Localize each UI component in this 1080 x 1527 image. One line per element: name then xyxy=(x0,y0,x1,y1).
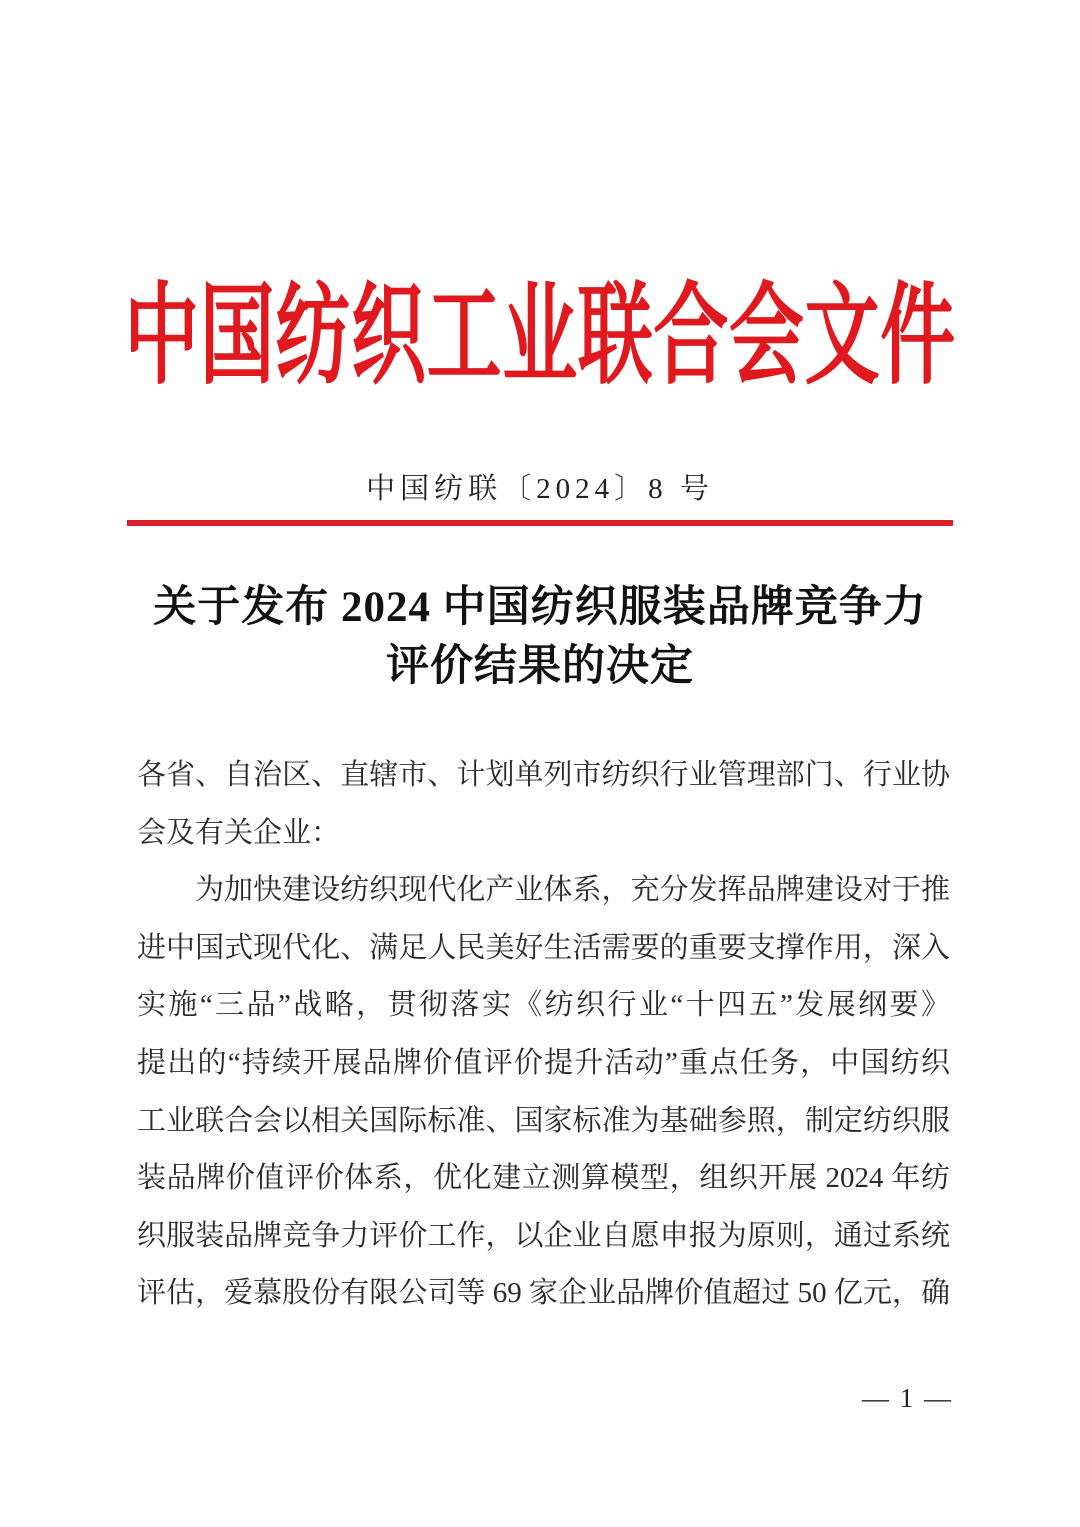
document-title xyxy=(0,578,1080,696)
salutation-line: 会及有关企业： xyxy=(137,816,341,849)
salutation-line: 各省、自治区、直辖市、计划单列市纺织行业管理部门、行业协 xyxy=(137,759,950,791)
document-number: 中国纺联〔2024〕8 号 xyxy=(366,473,714,505)
body-line: 评估，爱慕股份有限公司等 69 家企业品牌价值超过 50 亿元，确 xyxy=(137,1277,950,1310)
page-number: — 1 — xyxy=(862,1383,953,1413)
body-line: 工业联合会以相关国际标准、国家标准为基础参照，制定纺织服 xyxy=(137,1104,950,1137)
document-body xyxy=(137,747,950,1323)
body-line: 实施“三品”战略，贯彻落实《纺织行业“十四五”发展纲要》 xyxy=(137,989,950,1022)
body-line: 进中国式现代化、满足人民美好生活需要的重要支撑作用，深入 xyxy=(137,931,950,964)
body-line: 为加快建设纺织现代化产业体系，充分发挥品牌建设对于推 xyxy=(195,874,950,907)
red-separator-rule xyxy=(127,520,953,526)
body-line: 提出的“持续开展品牌价值评价提升活动”重点任务，中国纺织 xyxy=(137,1046,950,1079)
body-line: 装品牌价值评价体系，优化建立测算模型，组织开展 2024 年纺 xyxy=(137,1162,950,1195)
agency-masthead-title: 中国纺织工业联合会文件 xyxy=(124,275,956,398)
document-title-line-1: 关于发布 2024 中国纺织服装品牌竞争力 xyxy=(153,584,927,631)
document-title-line-2: 评价结果的决定 xyxy=(386,643,694,690)
body-line: 织服装品牌竞争力评价工作，以企业自愿申报为原则，通过系统 xyxy=(137,1219,950,1252)
